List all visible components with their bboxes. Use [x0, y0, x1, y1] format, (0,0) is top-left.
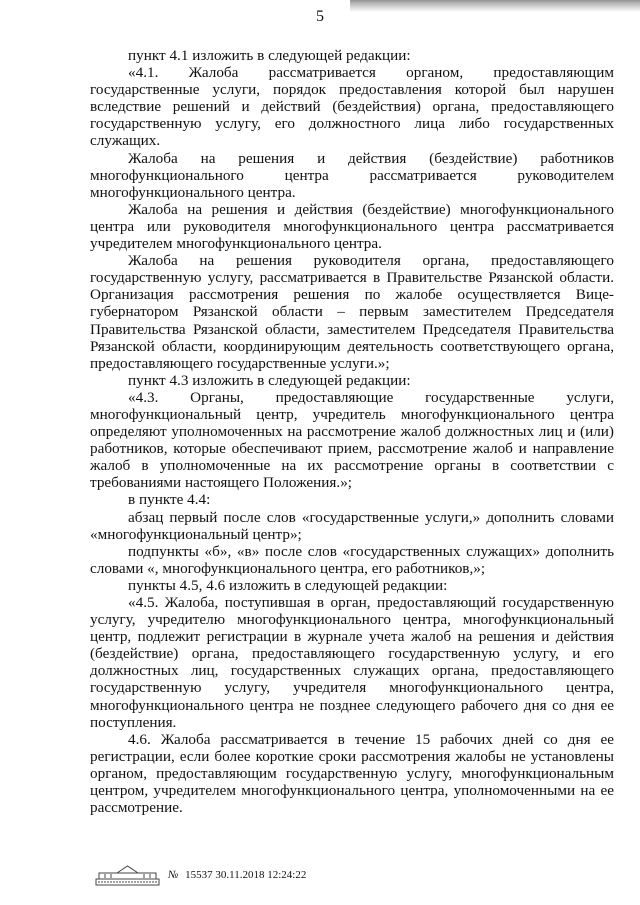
paragraph-5: Жалоба на решения руководителя органа, предоставляющего государственную услугу, рассматривается в Правительстве Рязанской области. Организация рассмотрения решения по жалобе осуществляется Вице-губернатором Рязанской области – первым заместителем Председателя Правительства Рязанской области, заместителем Председателя Правительства Рязанской области, координирующим деятельность соответствующего органа, предоставляющего государственные услуги.»;: [90, 252, 614, 372]
registration-footer: [95, 861, 306, 887]
paragraph-1: пункт 4.1 изложить в следующей редакции:: [128, 47, 411, 64]
paragraph-2: «4.1. Жалоба рассматривается органом, предоставляющим государственные услуги, порядок предоставления которой был нарушен вследствие решений и действий (бездействия) органа, предоставляющего государственную услугу, его должностного лица либо государственных служащих.: [90, 64, 614, 150]
paragraph-11: пункты 4.5, 4.6 изложить в следующей редакции:: [128, 576, 448, 594]
paragraph-13: 4.6. Жалоба рассматривается в течение 15 рабочих дней со дня ее регистрации, если более короткие сроки рассмотрения жалобы не установлены органом, предоставляющим государственную услугу, многофункциональным центром, учредителем многофункционального центра, уполномоченными на ее рассмотрение.: [90, 730, 614, 817]
registration-datetime: 30.11.2018 12:24:22: [215, 869, 307, 881]
paragraph-6: пункт 4.3 изложить в следующей редакции:: [128, 371, 411, 389]
paragraph-10: подпункты «б», «в» после слов «государственных служащих» дополнить словами «, многофункционального центра, его работников,»;: [90, 542, 614, 577]
page-number: 5: [316, 8, 324, 25]
paragraph-3: Жалоба на решения и действия (бездействие) работников многофункционального центра рассматривается руководителем многофункционального центра.: [90, 149, 614, 201]
paragraph-12: «4.5. Жалоба, поступившая в орган, предоставляющий государственную услугу, учредителю многофункционального центра, многофункциональный центр, подлежит регистрации в журнале учета жалоб на решения и действия (бездействие) органа, предоставляющего государственную услугу, и его должностных лиц, государственных служащих органа, предоставляющего государственную услугу, учредителя многофункционального центра, многофункционального центра не позднее следующего рабочего дня со дня ее поступления.: [90, 594, 614, 731]
document-body: [90, 47, 614, 816]
number-sign: №: [168, 869, 179, 881]
paragraph-8: в пункте 4.4:: [128, 491, 211, 509]
paragraph-4: Жалоба на решения и действия (бездействие) многофункционального центра или руководителя многофункционального центра рассматривается учредителем многофункционального центра.: [90, 200, 614, 253]
government-building-logo-icon: [95, 863, 160, 887]
document-number: 15537: [185, 869, 213, 881]
registration-stamp-text: [168, 869, 306, 887]
paragraph-9: абзац первый после слов «государственные услуги,» дополнить словами «многофункциональный центр»;: [90, 508, 614, 543]
paragraph-7: «4.3. Органы, предоставляющие государственные услуги, многофункциональный центр, учредитель многофункционального центра определяют уполномоченных на рассмотрение жалоб должностных лиц и (или) работников, которые обеспечивают прием, рассмотрение жалоб и направление жалоб в уполномоченные на их рассмотрение органы в соответствии с требованиями настоящего Положения.»;: [90, 388, 614, 492]
